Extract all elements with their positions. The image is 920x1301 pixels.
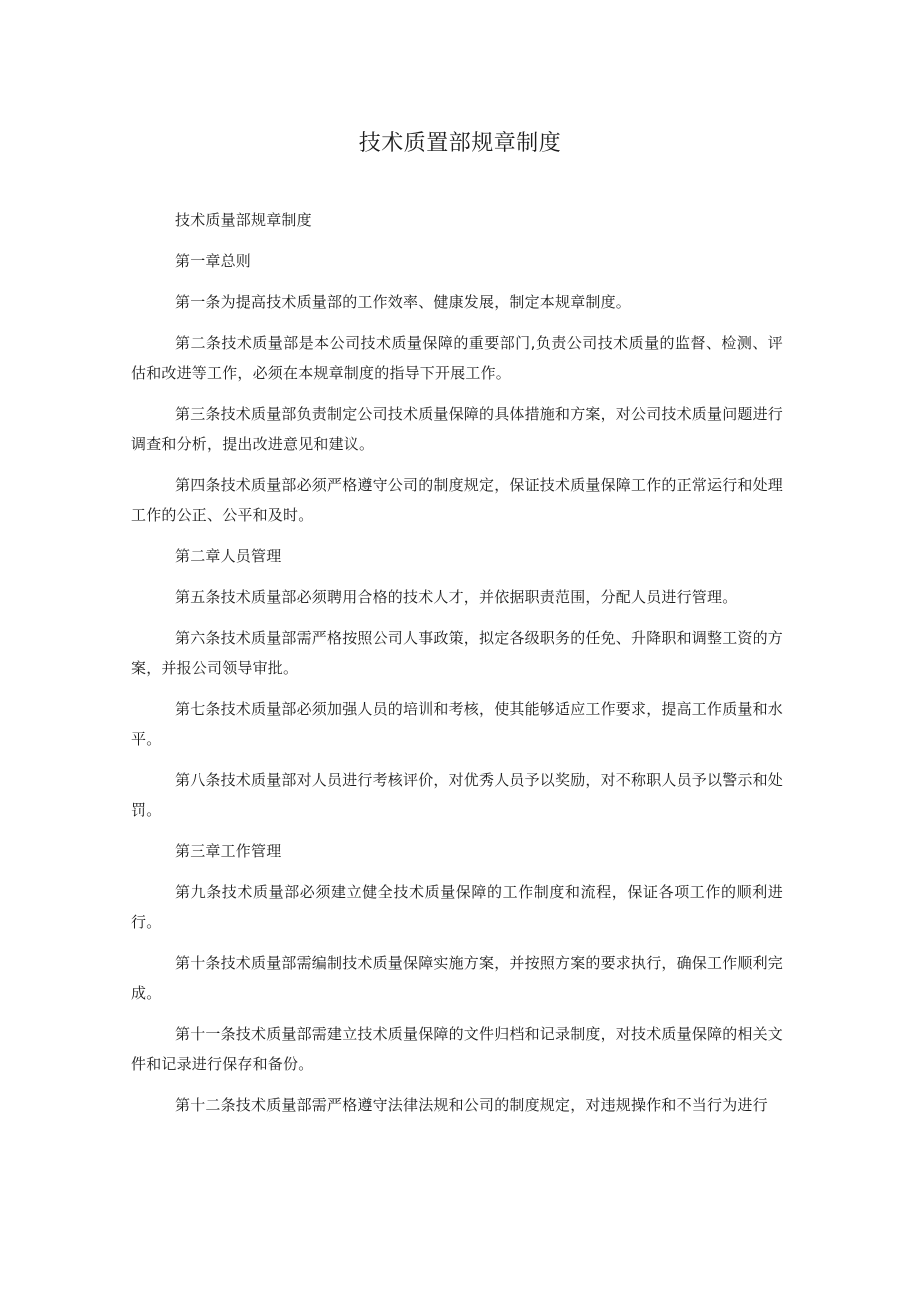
article-paragraph: 第十条技术质量部需编制技术质量保障实施方案，并按照方案的要求执行，确保工作顺利完成。 [131,954,784,1002]
article-paragraph: 第十一条技术质量部需建立技术质量保障的文件归档和记录制度，对技术质量保障的相关文件和记录进行保存和备份。 [131,1025,784,1073]
chapter-heading: 第三章工作管理 [175,842,282,860]
chapter-heading: 第二章人员管理 [175,547,282,565]
article-paragraph: 第九条技术质量部必须建立健全技术质量保障的工作制度和流程，保证各项工作的顺利进行。 [131,883,783,931]
article-paragraph: 第八条技术质量部对人员进行考核评价，对优秀人员予以奖励，对不称职人员予以警示和处罚。 [131,771,784,819]
article-paragraph: 第七条技术质量部必须加强人员的培训和考核，使其能够适应工作要求，提高工作质量和水平。 [131,700,784,748]
article-paragraph: 第二条技术质量部是本公司技术质量保障的重要部门,负责公司技术质量的监督、检测、评估和改进等工作，必须在本规章制度的指导下开展工作。 [131,334,783,382]
subtitle-paragraph: 技术质量部规章制度 [175,211,312,229]
article-paragraph: 第三条技术质量部负责制定公司技术质量保障的具体措施和方案，对公司技术质量问题进行调查和分析，提出改进意见和建议。 [131,405,784,453]
document-body [131,205,783,1131]
chapter-heading: 第一章总则 [175,252,252,270]
article-paragraph: 第一条为提高技术质量部的工作效率、健康发展，制定本规章制度。 [175,293,632,311]
article-paragraph: 第十二条技术质量部需严格遵守法律法规和公司的制度规定，对违规操作和不当行为进行 [175,1096,768,1114]
document-title: 技术质置部规章制度 [358,131,562,156]
article-paragraph: 第四条技术质量部必须严格遵守公司的制度规定，保证技术质量保障工作的正常运行和处理工作的公正、公平和及时。 [131,476,784,524]
article-paragraph: 第六条技术质量部需严格按照公司人事政策，拟定各级职务的任免、升降职和调整工资的方案，并报公司领导审批。 [131,629,784,677]
article-paragraph: 第五条技术质量部必须聘用合格的技术人才，并依据职责范围，分配人员进行管理。 [175,588,738,606]
